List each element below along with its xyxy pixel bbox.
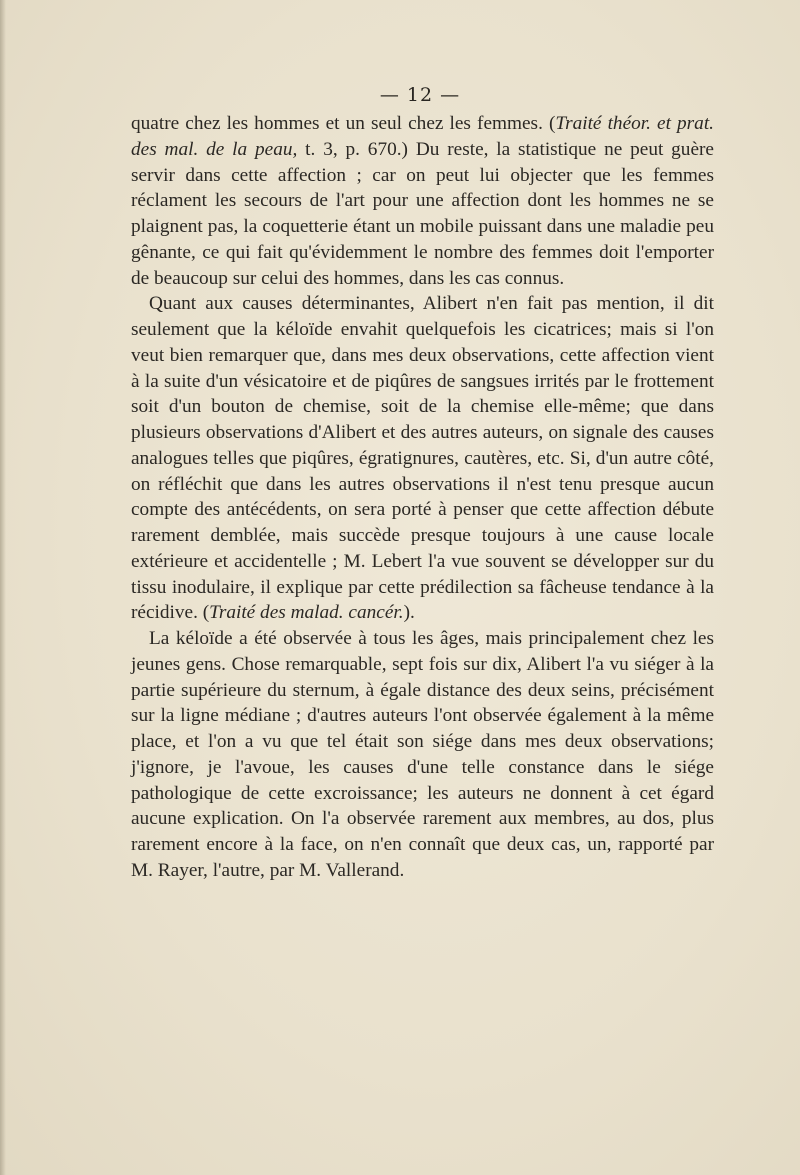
citation-title: Traité théor. et prat. des mal. de la peau,: [131, 113, 715, 160]
paragraph-3: [131, 626, 714, 884]
citation-title: Traité des malad. cancér.: [209, 602, 404, 624]
paragraph-1: [131, 111, 714, 291]
paragraph-2: [131, 291, 714, 626]
text-segment: Quant aux causes déterminantes, Alibert n'en fait pas mention, il dit seulement que la kéloïde envahit quelquefois les cicatrices; mais si l'on veut bien remarquer que, dans mes deux observations, cette affection vient à la suite d'un vésicatoire et de piqûres de sangsues irrités par le frottement soit d'un bouton de chemise, soit de la chemise elle-même; que dans plusieurs observations d'Alibert et des autres auteurs, on signale des causes analogues telles que piqûres, égratignures, cautères, etc. Si, d'un autre côté, on réfléchit que dans les autres observations il n'est tenu presque aucun compte des antécédents, on sera porté à penser que cette affection débute rarement demblée, mais succède presque toujours à une cause locale extérieure et accidentelle ; M. Lebert l'a vue souvent se développer sur du tissu inodulaire, il explique par cette prédilection sa fâcheuse tendance à la récidive. (: [131, 293, 714, 624]
page-number: — 12 —: [379, 84, 461, 106]
text-segment: quatre chez les hommes et un seul chez les femmes. (: [131, 113, 556, 134]
text-segment: ).: [403, 602, 415, 624]
body-text: [131, 111, 714, 884]
text-segment: La kéloïde a été observée à tous les âges, mais principalement chez les jeunes gens. Chose remarquable, sept fois sur dix, Alibert l'a vu siéger à la partie supérieure du sternum, à égale distance des deux seins, précisément sur la ligne médiane ; d'autres auteurs l'ont observée également à la même place, et l'on a vu que tel était son siége dans mes deux observations; j'ignore, je l'avoue, les causes d'une telle constance dans le siége pathologique de cette excroissance; les auteurs ne donnent à cet égard aucune explication. On l'a observée rarement aux membres, au dos, plus rarement encore à la face, on n'en connaît que deux cas, un, rapporté par M. Rayer, l'autre, par M. Vallerand.: [131, 628, 714, 881]
text-segment: t. 3, p. 670.) Du reste, la statistique ne peut guère servir dans cette affection ; car on peut lui objecter que les femmes réclament les secours de l'art pour une affection dont les hommes ne se plaignent pas, la coquetterie étant un mobile puissant dans une maladie peu gênante, ce qui fait qu'évidemment le nombre des femmes doit l'emporter de beaucoup sur celui des hommes, dans les cas connus.: [131, 138, 714, 289]
page-edge-shadow: [0, 0, 6, 1175]
